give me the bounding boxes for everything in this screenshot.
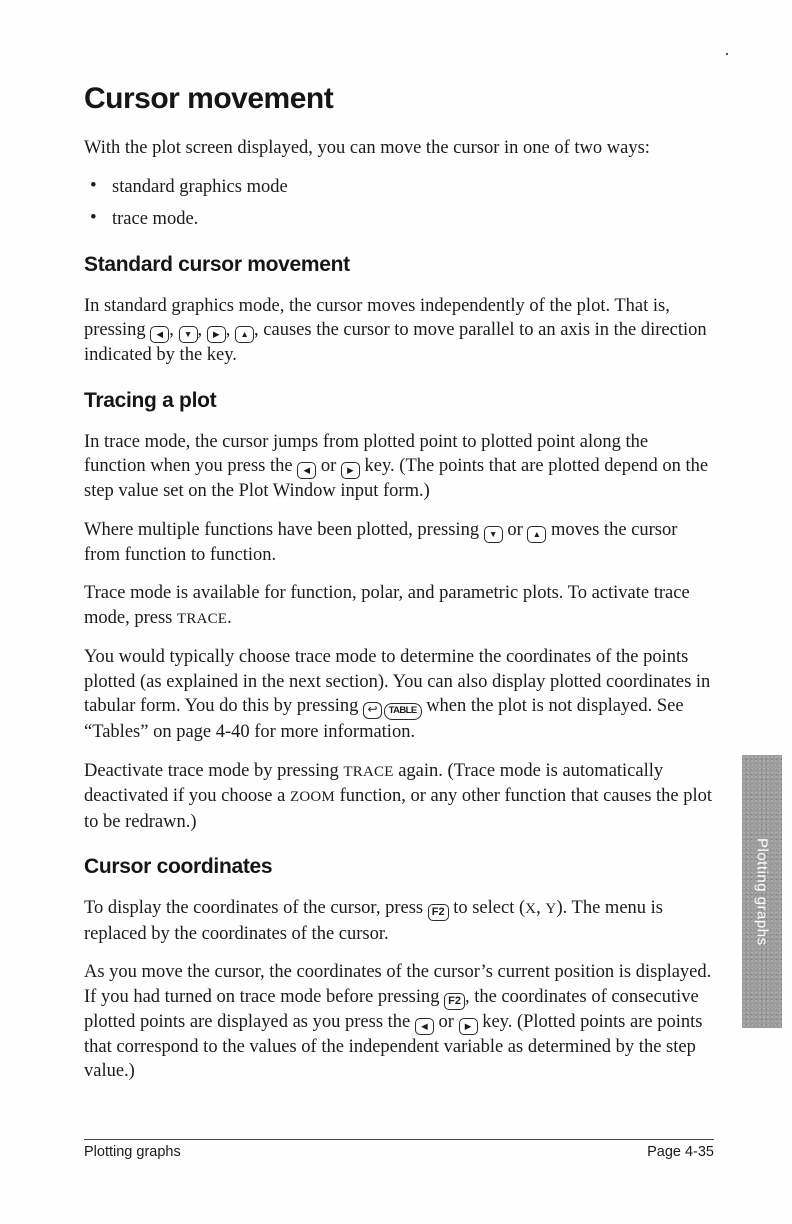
small-caps-term: Y xyxy=(545,901,557,917)
left-arrow-key-icon: ◀ xyxy=(150,326,169,343)
right-arrow-key-icon: ▶ xyxy=(341,462,360,479)
small-caps-term: TRACE xyxy=(177,610,228,627)
paragraph: With the plot screen displayed, you can move the cursor in one of two ways: xyxy=(84,138,650,158)
page-title: Cursor movement xyxy=(84,82,334,115)
up-arrow-key-icon: ▲ xyxy=(235,326,254,343)
shift-key-icon: ↩ xyxy=(363,702,382,719)
left-arrow-key-icon: ◀ xyxy=(415,1018,434,1035)
f2-key-icon: F2 xyxy=(444,993,465,1010)
paragraph: In trace mode, the cursor jumps from plotted point to plotted point along the function when you press the ◀ or ▶ key. (The points that are plotted depend on the step value set on the Plot Window input form.) xyxy=(84,431,709,501)
scan-artifact-dot xyxy=(726,53,728,55)
side-tab-label: Plotting graphs xyxy=(753,837,771,946)
page-footer xyxy=(84,1139,714,1160)
small-caps-term: TRACE xyxy=(343,763,394,780)
paragraph: To display the coordinates of the cursor, press F2 to select (X, Y). The menu is replaced by the coordinates of the cursor. xyxy=(84,898,663,944)
paragraph: Trace mode is available for function, polar, and parametric plots. To activate trace mode, press TRACE. xyxy=(84,583,690,628)
paragraph: As you move the cursor, the coordinates of the cursor’s current position is displayed. If you had turned on trace mode before pressing F2 , the coordinates of consecutive plotted points are displayed as you press the ◀ or ▶ key. (Plotted points are points that correspond to the values of the independent variable as determined by the step value.) xyxy=(84,962,712,1081)
left-arrow-key-icon: ◀ xyxy=(297,462,316,479)
list-item: • standard graphics mode xyxy=(112,175,714,200)
paragraph: Deactivate trace mode by pressing TRACE again. (Trace mode is automatically deactivated if you choose a ZOOM function, or any other function that causes the plot to be redrawn.) xyxy=(84,760,713,832)
paragraph: In standard graphics mode, the cursor moves independently of the plot. That is, pressing ◀ , ▼ , ▶ , ▲ , causes the cursor to move parallel to an axis in the direction indicated by the key. xyxy=(84,295,707,365)
footer-page-number: Page 4-35 xyxy=(647,1144,714,1160)
f2-key-icon: F2 xyxy=(428,904,449,921)
section-heading: Cursor coordinates xyxy=(84,855,273,878)
right-arrow-key-icon: ▶ xyxy=(207,326,226,343)
right-arrow-key-icon: ▶ xyxy=(459,1018,478,1035)
section-heading: Standard cursor movement xyxy=(84,252,350,276)
down-arrow-key-icon: ▼ xyxy=(484,526,503,543)
section-heading: Tracing a plot xyxy=(84,388,217,412)
page-content xyxy=(84,136,714,1084)
bullet-list xyxy=(84,175,714,232)
small-caps-term: X xyxy=(525,901,537,917)
chapter-side-tab xyxy=(742,755,782,1028)
small-caps-term: ZOOM xyxy=(289,789,335,805)
list-item: • trace mode. xyxy=(112,207,714,232)
footer-chapter-label: Plotting graphs xyxy=(84,1144,181,1160)
text-column xyxy=(84,0,714,1098)
paragraph: Where multiple functions have been plotted, pressing ▼ or ▲ moves the cursor from function to function. xyxy=(84,519,678,565)
up-arrow-key-icon: ▲ xyxy=(527,526,546,543)
down-arrow-key-icon: ▼ xyxy=(179,326,198,343)
table-key-icon: TABLE xyxy=(384,703,422,720)
paragraph: You would typically choose trace mode to determine the coordinates of the points plotted (as explained in the next section). You can also display plotted coordinates in tabular form. You do this by pressing ↩ TABLE when the plot is not displayed. See “Tables” on page 4-40 for more information. xyxy=(84,647,711,742)
